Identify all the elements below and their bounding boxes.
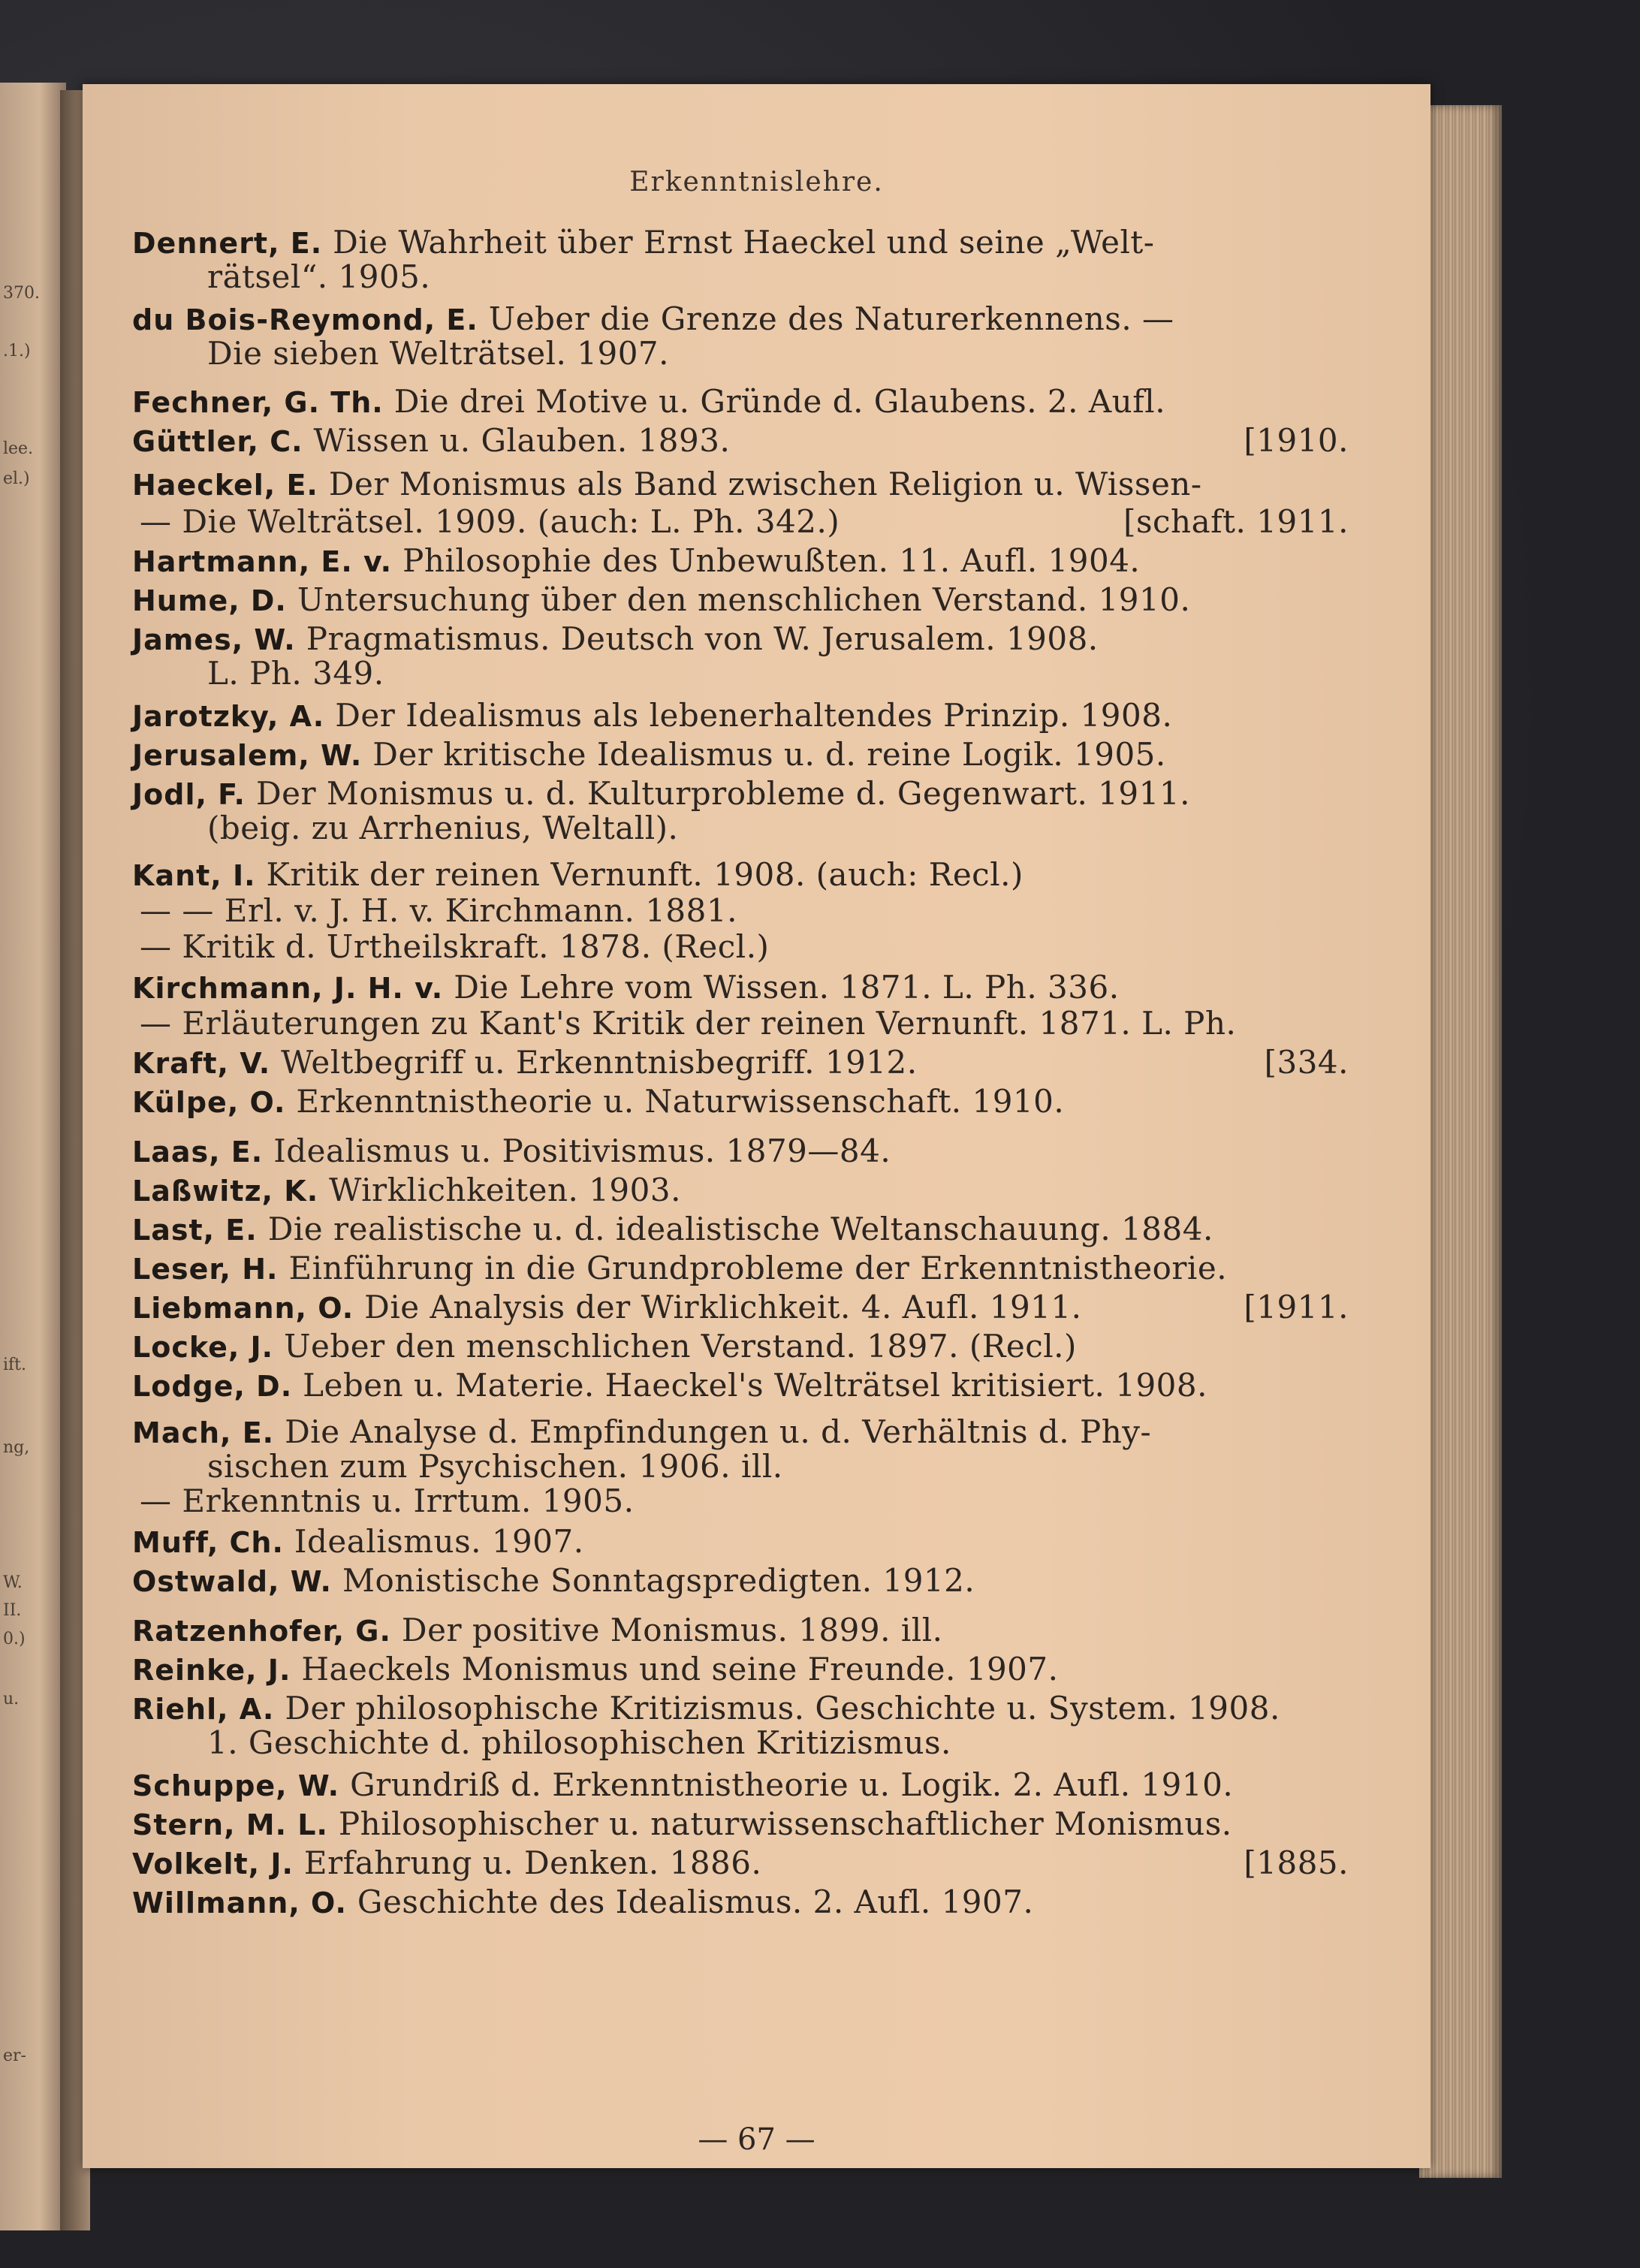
entry-text: Die Analyse d. Empfindungen u. d. Verhältnis d. Phy- xyxy=(285,1413,1152,1450)
entry-author: Laas, E. xyxy=(132,1136,264,1169)
entry-runover: [334. xyxy=(1264,1044,1349,1081)
entry-line xyxy=(140,503,1349,540)
entry-text: L. Ph. 349. xyxy=(207,655,384,692)
entry-line xyxy=(140,1482,634,1519)
entry-line xyxy=(207,258,430,295)
entry-line xyxy=(132,1413,1151,1450)
entry-author: Kirchmann, J. H. v. xyxy=(132,972,444,1005)
entry-text: (beig. zu Arrhenius, Weltall). xyxy=(207,810,679,846)
margin-fragment: ng, xyxy=(3,1438,30,1457)
page-number: — 67 — xyxy=(698,2122,815,2157)
entry-author: Volkelt, J. xyxy=(132,1847,294,1880)
entry-line xyxy=(132,300,1174,337)
entry-text: Leben u. Materie. Haeckel's Welträtsel kritisiert. 1908. xyxy=(303,1367,1207,1404)
entry-text: Philosophie des Unbewußten. 11. Aufl. 1904. xyxy=(402,542,1141,579)
entry-line xyxy=(132,1289,1349,1326)
entry-text: — — Erl. v. J. H. v. Kirchmann. 1881. xyxy=(140,892,737,929)
entry-text: Die Lehre vom Wissen. 1871. L. Ph. 336. xyxy=(454,969,1120,1006)
entry-line xyxy=(132,736,1166,773)
margin-fragment: lee. xyxy=(3,439,34,458)
entry-text: Grundriß d. Erkenntnistheorie u. Logik. 2. Aufl. 1910. xyxy=(350,1766,1234,1803)
entry-line xyxy=(132,383,1165,420)
entry-line xyxy=(140,892,737,929)
entry-line xyxy=(140,928,769,965)
book-fore-edge xyxy=(1419,105,1502,2178)
entry-text: — Erläuterungen zu Kant's Kritik der reinen Vernunft. 1871. L. Ph. xyxy=(140,1005,1237,1042)
entry-text: Erfahrung u. Denken. 1886. xyxy=(303,1844,762,1881)
entry-line xyxy=(132,1844,1349,1881)
entry-line xyxy=(132,1523,584,1560)
entry-line xyxy=(132,1562,975,1599)
entry-author: Kraft, V. xyxy=(132,1047,271,1080)
entry-text: Haeckels Monismus und seine Freunde. 1907. xyxy=(301,1651,1059,1687)
entry-author: Locke, J. xyxy=(132,1331,274,1364)
entry-text: Die sieben Welträtsel. 1907. xyxy=(207,335,669,372)
entry-text: Wirklichkeiten. 1903. xyxy=(329,1172,681,1208)
margin-fragment: u. xyxy=(3,1690,20,1709)
entry-author: Willmann, O. xyxy=(132,1886,347,1920)
entry-author: Jerusalem, W. xyxy=(132,739,363,772)
entry-line xyxy=(207,655,384,692)
entry-line xyxy=(207,810,678,846)
entry-line xyxy=(132,775,1190,812)
entry-text: Weltbegriff u. Erkenntnisbegriff. 1912. xyxy=(281,1044,918,1081)
entry-runover: [1885. xyxy=(1244,1844,1349,1881)
margin-fragment: 370. xyxy=(3,284,40,303)
entry-text: 1. Geschichte d. philosophischen Kritizismus. xyxy=(207,1724,951,1761)
running-title: Erkenntnislehre. xyxy=(629,167,884,198)
entry-author: Haeckel, E. xyxy=(132,469,318,502)
entry-line xyxy=(132,1367,1207,1404)
entry-line xyxy=(132,969,1120,1006)
entry-line xyxy=(132,1211,1213,1247)
entry-text: — Kritik d. Urtheilskraft. 1878. (Recl.) xyxy=(140,928,770,965)
entry-text: Die Wahrheit über Ernst Haeckel und seine „Welt- xyxy=(333,224,1155,261)
entry-text: Der positive Monismus. 1899. ill. xyxy=(401,1612,943,1648)
entry-line xyxy=(132,1690,1280,1727)
entry-text: Monistische Sonntagspredigten. 1912. xyxy=(342,1562,975,1599)
entry-author: Riehl, A. xyxy=(132,1693,275,1726)
entry-author: Güttler, C. xyxy=(132,425,303,458)
entry-line xyxy=(132,1250,1227,1286)
entry-text: Ueber den menschlichen Verstand. 1897. (Recl.) xyxy=(284,1328,1077,1365)
entry-line xyxy=(207,335,669,372)
entry-author: Jodl, F. xyxy=(132,778,246,811)
margin-fragment: .1.) xyxy=(3,342,31,360)
entry-line xyxy=(132,1132,891,1169)
entry-author: Muff, Ch. xyxy=(132,1526,284,1559)
entry-line xyxy=(132,1766,1233,1803)
entry-text: Der Idealismus als lebenerhaltendes Prinzip. 1908. xyxy=(335,697,1173,734)
entry-text: Kritik der reinen Vernunft. 1908. (auch: Recl.) xyxy=(266,856,1023,893)
entry-line xyxy=(132,1651,1058,1687)
entry-text: — Erkenntnis u. Irrtum. 1905. xyxy=(140,1482,635,1519)
entry-text: Die drei Motive u. Gründe d. Glaubens. 2. Aufl. xyxy=(393,383,1166,420)
entry-author: Lodge, D. xyxy=(132,1370,293,1403)
margin-fragment: II. xyxy=(3,1601,22,1620)
margin-fragment: 0.) xyxy=(3,1630,26,1648)
entry-author: Külpe, O. xyxy=(132,1086,286,1119)
entry-line xyxy=(132,542,1140,579)
entry-text: Die realistische u. d. idealistische Weltanschauung. 1884. xyxy=(267,1211,1213,1247)
entry-runover: [1911. xyxy=(1244,1289,1349,1326)
entry-author: du Bois-Reymond, E. xyxy=(132,303,478,336)
entry-text: Der philosophische Kritizismus. Geschichte u. System. 1908. xyxy=(285,1690,1280,1727)
entry-line xyxy=(132,1612,942,1648)
entry-author: Hume, D. xyxy=(132,584,287,617)
entry-line xyxy=(132,1328,1077,1365)
margin-fragment: W. xyxy=(3,1573,23,1592)
entry-text: Der Monismus u. d. Kulturprobleme d. Gegenwart. 1911. xyxy=(255,775,1190,812)
entry-line xyxy=(132,422,1349,459)
previous-page-edge xyxy=(0,83,66,2230)
entry-line xyxy=(132,1044,1349,1081)
entry-author: Laßwitz, K. xyxy=(132,1175,319,1208)
entry-author: Leser, H. xyxy=(132,1253,279,1286)
entry-author: James, W. xyxy=(132,623,296,656)
book-page xyxy=(83,84,1430,2168)
margin-fragment: er- xyxy=(3,2046,26,2065)
entry-author: Ostwald, W. xyxy=(132,1565,332,1598)
entry-author: Last, E. xyxy=(132,1214,258,1247)
margin-fragment: ift. xyxy=(3,1356,27,1374)
entry-runover: [schaft. 1911. xyxy=(1123,503,1349,540)
entry-text: — Die Welträtsel. 1909. (auch: L. Ph. 342.) xyxy=(140,503,840,540)
entry-text: rätsel“. 1905. xyxy=(207,258,431,295)
entry-line xyxy=(132,1805,1232,1842)
entry-text: Idealismus. 1907. xyxy=(294,1523,584,1560)
entry-text: sischen zum Psychischen. 1906. ill. xyxy=(207,1448,783,1485)
entry-author: Stern, M. L. xyxy=(132,1808,328,1841)
entry-author: Jarotzky, A. xyxy=(132,700,325,733)
entry-author: Schuppe, W. xyxy=(132,1769,340,1802)
entry-author: Fechner, G. Th. xyxy=(132,386,384,419)
entry-text: Die Analysis der Wirklichkeit. 4. Aufl. 1911. xyxy=(364,1289,1082,1326)
entry-line xyxy=(132,1083,1064,1120)
entry-text: Geschichte des Idealismus. 2. Aufl. 1907. xyxy=(357,1883,1034,1920)
entry-runover: [1910. xyxy=(1244,422,1349,459)
entry-line xyxy=(132,1883,1033,1920)
entry-author: Reinke, J. xyxy=(132,1654,291,1687)
entry-text: Wissen u. Glauben. 1893. xyxy=(313,422,731,459)
entry-line xyxy=(140,1005,1236,1042)
entry-text: Untersuchung über den menschlichen Verstand. 1910. xyxy=(297,581,1191,618)
entry-author: Mach, E. xyxy=(132,1416,275,1449)
entry-text: Der Monismus als Band zwischen Religion u. Wissen- xyxy=(328,466,1202,502)
margin-fragment: el.) xyxy=(3,469,30,488)
entry-text: Pragmatismus. Deutsch von W. Jerusalem. 1908. xyxy=(306,620,1099,657)
entry-text: Ueber die Grenze des Naturerkennens. — xyxy=(488,300,1174,337)
entry-author: Ratzenhofer, G. xyxy=(132,1615,391,1648)
entry-text: Einführung in die Grundprobleme der Erkenntnistheorie. xyxy=(288,1250,1228,1286)
entry-author: Hartmann, E. v. xyxy=(132,545,393,578)
entry-line xyxy=(132,856,1023,893)
entry-line xyxy=(132,620,1099,657)
entry-text: Erkenntnistheorie u. Naturwissenschaft. 1910. xyxy=(296,1083,1065,1120)
entry-line xyxy=(132,581,1190,618)
entry-line xyxy=(132,466,1202,502)
entry-text: Idealismus u. Positivismus. 1879—84. xyxy=(273,1132,891,1169)
entry-line xyxy=(207,1448,783,1485)
entry-author: Kant, I. xyxy=(132,859,256,892)
entry-author: Dennert, E. xyxy=(132,227,323,260)
entry-text: Der kritische Idealismus u. d. reine Logik. 1905. xyxy=(372,736,1166,773)
entry-line xyxy=(207,1724,951,1761)
entry-line xyxy=(132,1172,681,1208)
entry-author: Liebmann, O. xyxy=(132,1292,354,1325)
entry-line xyxy=(132,224,1154,261)
entry-text: Philosophischer u. naturwissenschaftlicher Monismus. xyxy=(338,1805,1232,1842)
entry-line xyxy=(132,697,1172,734)
